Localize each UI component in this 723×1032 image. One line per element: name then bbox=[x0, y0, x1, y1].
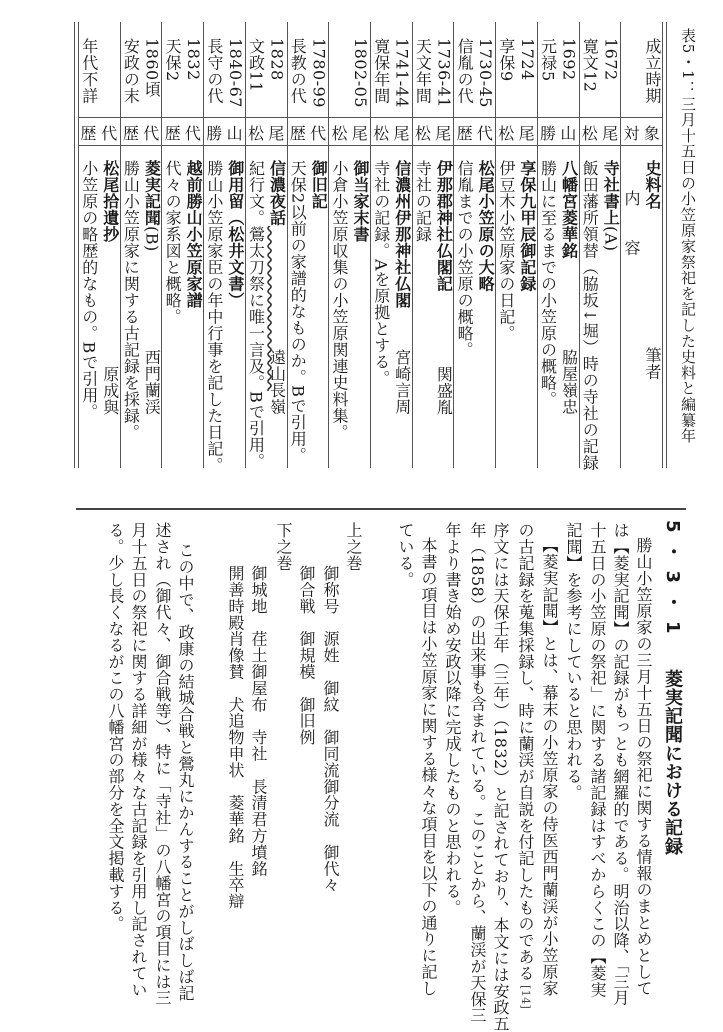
title-cell bbox=[308, 160, 328, 210]
era-cell: 天保2 bbox=[163, 38, 183, 82]
body-line bbox=[465, 522, 489, 1024]
year-cell: 1780-99 bbox=[309, 38, 329, 108]
body-line bbox=[294, 565, 318, 745]
source-title: 信濃夜話 bbox=[267, 160, 287, 226]
body-line bbox=[173, 542, 197, 1001]
body-line-text: 記聞】を参考にしていると思われる。 bbox=[564, 522, 583, 801]
content-cell bbox=[79, 160, 99, 420]
author-header: 筆者 bbox=[642, 347, 662, 380]
content-cell bbox=[496, 160, 516, 342]
target-char: 尾 bbox=[351, 123, 368, 143]
target-cell bbox=[454, 120, 495, 144]
target-cell bbox=[246, 120, 287, 144]
author-cell: 原成與 bbox=[100, 366, 120, 416]
era-cell: 長教の代 bbox=[288, 38, 308, 104]
target-cell bbox=[538, 120, 579, 144]
title-cell bbox=[267, 160, 287, 226]
source-title: 松尾小笠原の大略 bbox=[476, 160, 496, 292]
year-cell: 1832 bbox=[184, 38, 204, 81]
target-cell bbox=[496, 120, 537, 144]
target-cell bbox=[413, 120, 454, 144]
target-char: 尾 bbox=[435, 123, 452, 143]
body-line-text: ている。 bbox=[396, 522, 415, 588]
target-header-char: 象 bbox=[643, 123, 660, 143]
target-char: 歴 bbox=[122, 123, 139, 143]
table-row bbox=[370, 22, 412, 468]
era-cell: 天文年間 bbox=[413, 38, 433, 104]
section-title: 菱実記聞における記録 bbox=[662, 669, 683, 856]
target-char: 歴 bbox=[289, 123, 306, 143]
content-cell bbox=[162, 160, 182, 325]
content-text: 小倉小笠原収集の小笠原関連史料集。 bbox=[329, 160, 349, 441]
author-cell: 遠山長嶺 bbox=[267, 349, 287, 415]
source-title: 伊那郡神社仏閣記 bbox=[434, 160, 454, 292]
footnote-ref: [14] bbox=[519, 985, 532, 1010]
year-cell: 1860頃 bbox=[142, 38, 162, 98]
title-cell bbox=[350, 160, 370, 243]
title-cell bbox=[475, 160, 495, 292]
content-text: 紀行文。 bbox=[246, 160, 266, 226]
table-row bbox=[287, 22, 329, 468]
target-char: 歴 bbox=[164, 123, 181, 143]
table-border-right bbox=[662, 22, 667, 468]
table-row bbox=[328, 22, 370, 468]
author-cell: 脇屋嶺忠 bbox=[559, 349, 579, 415]
target-char: 歴 bbox=[80, 123, 97, 143]
body-line bbox=[585, 522, 609, 998]
year-cell: 1692 bbox=[559, 38, 579, 81]
body-line bbox=[126, 522, 150, 998]
body-line-text: 下之巻 bbox=[274, 522, 293, 572]
table-row bbox=[495, 22, 537, 468]
target-char: 勝 bbox=[206, 123, 223, 143]
table-row bbox=[78, 22, 120, 468]
content-cell bbox=[538, 160, 558, 408]
content-text: 勝山に至るまでの小笠原の概略。 bbox=[538, 160, 558, 408]
target-cell bbox=[121, 120, 162, 144]
content-text: 代々の家系図と概略。 bbox=[163, 160, 183, 325]
target-char: 代 bbox=[310, 123, 327, 143]
era-cell: 文政11 bbox=[246, 38, 266, 93]
target-char: 代 bbox=[476, 123, 493, 143]
source-mark: (A) bbox=[601, 226, 621, 252]
body-line bbox=[488, 522, 512, 1032]
author-cell: 関盛胤 bbox=[434, 366, 454, 416]
source-title: 菱実記聞 bbox=[142, 160, 162, 226]
content-text: 小笠原の略歴的なもの。Bで引用。 bbox=[79, 160, 99, 420]
title-cell bbox=[559, 160, 579, 259]
table-row bbox=[120, 22, 162, 468]
section-number: 5・3・1 bbox=[662, 520, 683, 644]
table-row bbox=[537, 22, 579, 468]
target-char: 松 bbox=[373, 123, 390, 143]
year-cell: 1672 bbox=[601, 38, 621, 81]
body-line bbox=[393, 522, 417, 588]
table-row bbox=[453, 22, 495, 468]
content-text: Bで引用。 bbox=[246, 391, 266, 470]
body-line-text: 年（1858）の出来事も含まれている。このことから、蘭渓が天保三 bbox=[468, 522, 487, 1024]
target-cell bbox=[204, 120, 245, 144]
year-cell: 1724 bbox=[517, 38, 537, 81]
body-line bbox=[416, 537, 440, 996]
body-line bbox=[246, 565, 270, 877]
section-heading bbox=[660, 520, 684, 856]
sources-table bbox=[78, 22, 662, 474]
target-char: 松 bbox=[414, 123, 431, 143]
body-line bbox=[608, 522, 632, 1006]
content-header: 内 容 bbox=[621, 190, 641, 256]
year-cell: 1736-41 bbox=[434, 38, 454, 108]
content-cell bbox=[204, 160, 224, 474]
title-cell bbox=[517, 160, 537, 292]
table-caption: 表5・1：三月十五日の小笠原家祭祀を記した史料と編纂年 bbox=[679, 28, 697, 444]
target-char: 尾 bbox=[393, 123, 410, 143]
target-char: 代 bbox=[184, 123, 201, 143]
body-line bbox=[631, 537, 655, 996]
body-line-text: 年より書き始め安政以降に完成したものと思われる。 bbox=[443, 522, 462, 916]
year-cell: 1730-45 bbox=[476, 38, 496, 108]
target-char: 勝 bbox=[540, 123, 557, 143]
title-cell bbox=[100, 160, 120, 243]
body-line bbox=[271, 522, 295, 571]
content-cell bbox=[329, 160, 349, 441]
content-text: 勝山小笠原家臣の年中行事を記した日記。 bbox=[204, 160, 224, 474]
body-line-text: は【菱実記聞】の記録がもっとも網羅的である。明治以降、「三月 bbox=[611, 522, 630, 1006]
era-cell: 信胤の代 bbox=[455, 38, 475, 104]
target-cell bbox=[329, 120, 370, 144]
body-line-text: 【菱実記聞】とは、幕末の小笠原家の侍医西門蘭渓が小笠原家 bbox=[540, 537, 559, 997]
table-header bbox=[620, 22, 662, 468]
table-row bbox=[161, 22, 203, 468]
body-line-text: 述され（御代々、御合戦等）、特に「寺社」の八幡宮の項目には三 bbox=[153, 522, 172, 1006]
content-cell bbox=[246, 160, 266, 469]
body-line-text: この中で、政康の結城合戦と鶯丸にかんすることがしばしば記 bbox=[176, 542, 195, 1002]
title-cell bbox=[433, 160, 453, 292]
year-cell: 1802-05 bbox=[350, 38, 370, 108]
body-line-text: 御合戦 御規模 御旧例 bbox=[297, 565, 316, 746]
author-cell: 西門蘭渓 bbox=[142, 349, 162, 415]
content-cell bbox=[579, 160, 599, 471]
era-cell: 安政の末 bbox=[121, 38, 141, 104]
source-title: 御旧記 bbox=[309, 160, 329, 210]
target-char: 尾 bbox=[518, 123, 535, 143]
table-row bbox=[579, 22, 621, 471]
target-char: 歴 bbox=[456, 123, 473, 143]
target-char: 尾 bbox=[602, 123, 619, 143]
title-cell bbox=[225, 160, 245, 309]
body-line bbox=[341, 522, 365, 571]
content-text: 勝山小笠原家に関する古記録を採録。 bbox=[121, 160, 141, 441]
body-line-text: の古記録を蒐集採録し、時に蘭渓が自説を付記したものである bbox=[516, 522, 535, 982]
source-title: 八幡宮菱華銘 bbox=[559, 160, 579, 259]
year-cell: 1828 bbox=[267, 38, 287, 81]
source-title: 御当家末書 bbox=[350, 160, 370, 243]
body-line bbox=[150, 522, 174, 1006]
target-char: 尾 bbox=[268, 123, 285, 143]
source-title: 享保九甲辰御記録 bbox=[517, 160, 537, 292]
target-cell bbox=[371, 120, 412, 144]
body-line-text: 開善時殿肖像賛 犬追物申状 菱華銘 生卒辯 bbox=[226, 565, 245, 910]
target-char: 山 bbox=[560, 123, 577, 143]
target-char: 松 bbox=[248, 123, 265, 143]
target-cell bbox=[162, 120, 203, 144]
target-char: 代 bbox=[143, 123, 160, 143]
target-header-char: 対 bbox=[623, 123, 640, 143]
content-text: 寺社の記録 bbox=[413, 160, 433, 243]
era-cell: 年代不詳 bbox=[79, 38, 99, 104]
body-line-text: 序文には天保壬年（三年）（1832）と記されており、本文には安政五 bbox=[491, 522, 510, 1032]
source-title: 信濃州伊那神社仏閣 bbox=[392, 160, 412, 309]
era-cell: 寛保年間 bbox=[371, 38, 391, 104]
period-header: 成立時期 bbox=[642, 38, 662, 104]
content-text: 伊豆木小笠原家の日記。 bbox=[496, 160, 516, 342]
target-header bbox=[621, 120, 662, 144]
source-title: 松尾拾遺抄 bbox=[100, 160, 120, 243]
era-cell: 長守の代 bbox=[204, 38, 224, 104]
table-row bbox=[412, 22, 454, 468]
body-line-text: 十五日の小笠原の祭祀」に関する諸記録はすべからくこの【菱実 bbox=[588, 522, 607, 998]
body-line bbox=[103, 522, 127, 932]
author-cell: 宮崎言周 bbox=[392, 349, 412, 415]
target-char: 松 bbox=[331, 123, 348, 143]
source-mark: (B) bbox=[142, 226, 162, 252]
content-cell bbox=[371, 160, 391, 387]
title-cell bbox=[392, 160, 412, 309]
body-line bbox=[440, 522, 464, 916]
era-cell: 享保9 bbox=[496, 38, 516, 82]
content-cell bbox=[120, 160, 140, 441]
body-line bbox=[561, 522, 585, 801]
body-line-text: 御城地 荏土御屋布 寺社 長清君方墳銘 bbox=[249, 565, 268, 877]
body-line-text: 上之巻 bbox=[344, 522, 363, 572]
source-title: 御用留（松井文書） bbox=[225, 160, 245, 309]
target-char: 山 bbox=[226, 123, 243, 143]
title-cell bbox=[600, 160, 620, 252]
title-cell bbox=[183, 160, 203, 309]
body-line bbox=[318, 565, 342, 893]
content-cell bbox=[454, 160, 474, 358]
target-cell bbox=[288, 120, 329, 144]
content-text: 飯田藩所領替（脇坂↓堀）時の寺社の記録 bbox=[580, 160, 600, 471]
title-cell bbox=[141, 160, 161, 252]
content-cell bbox=[412, 160, 432, 243]
title-header: 史料名 bbox=[642, 160, 662, 210]
target-char: 松 bbox=[498, 123, 515, 143]
content-text: 天保2以前の家譜的なものか。Bで引用。 bbox=[288, 160, 308, 464]
table-row bbox=[203, 22, 245, 474]
source-title: 寺社書上 bbox=[601, 160, 621, 226]
year-cell: 1741-44 bbox=[392, 38, 412, 108]
body-line-text: 本書の項目は小笠原家に関する様々な項目を以下の通りに記し bbox=[419, 537, 438, 997]
body-line bbox=[223, 565, 247, 909]
content-emphasis: 鶯太刀祭に唯一言及。 bbox=[246, 226, 266, 391]
body-line-text: 勝山小笠原家の三月十五日の祭祀に関する情報のまとめとして bbox=[634, 537, 653, 997]
body-line bbox=[513, 522, 537, 1009]
target-char: 松 bbox=[581, 123, 598, 143]
body-line-text: る。少し長くなるがこの八幡宮の部分を全文掲載する。 bbox=[106, 522, 125, 932]
source-title: 越前勝山小笠原家譜 bbox=[184, 160, 204, 309]
era-cell: 元禄5 bbox=[538, 38, 558, 82]
content-text: 寺社の記録。Aを原拠とする。 bbox=[371, 160, 391, 387]
body-line-text: 月十五日の祭祀に関する詳細が様々な古記録を引用し記されてい bbox=[129, 522, 148, 998]
era-cell: 寛文12 bbox=[580, 38, 600, 93]
target-cell bbox=[78, 120, 120, 144]
content-cell bbox=[287, 160, 307, 463]
table-row bbox=[245, 22, 287, 468]
section-divider bbox=[76, 508, 686, 510]
target-cell bbox=[580, 120, 621, 144]
body-line bbox=[537, 537, 561, 996]
content-text: 信胤までの小笠原の概略。 bbox=[455, 160, 475, 358]
target-char: 代 bbox=[101, 123, 118, 143]
body-line-text: 御称号 源姓 御紋 御同流御分流 御代々 bbox=[321, 565, 340, 893]
year-cell: 1840-67 bbox=[225, 38, 245, 108]
